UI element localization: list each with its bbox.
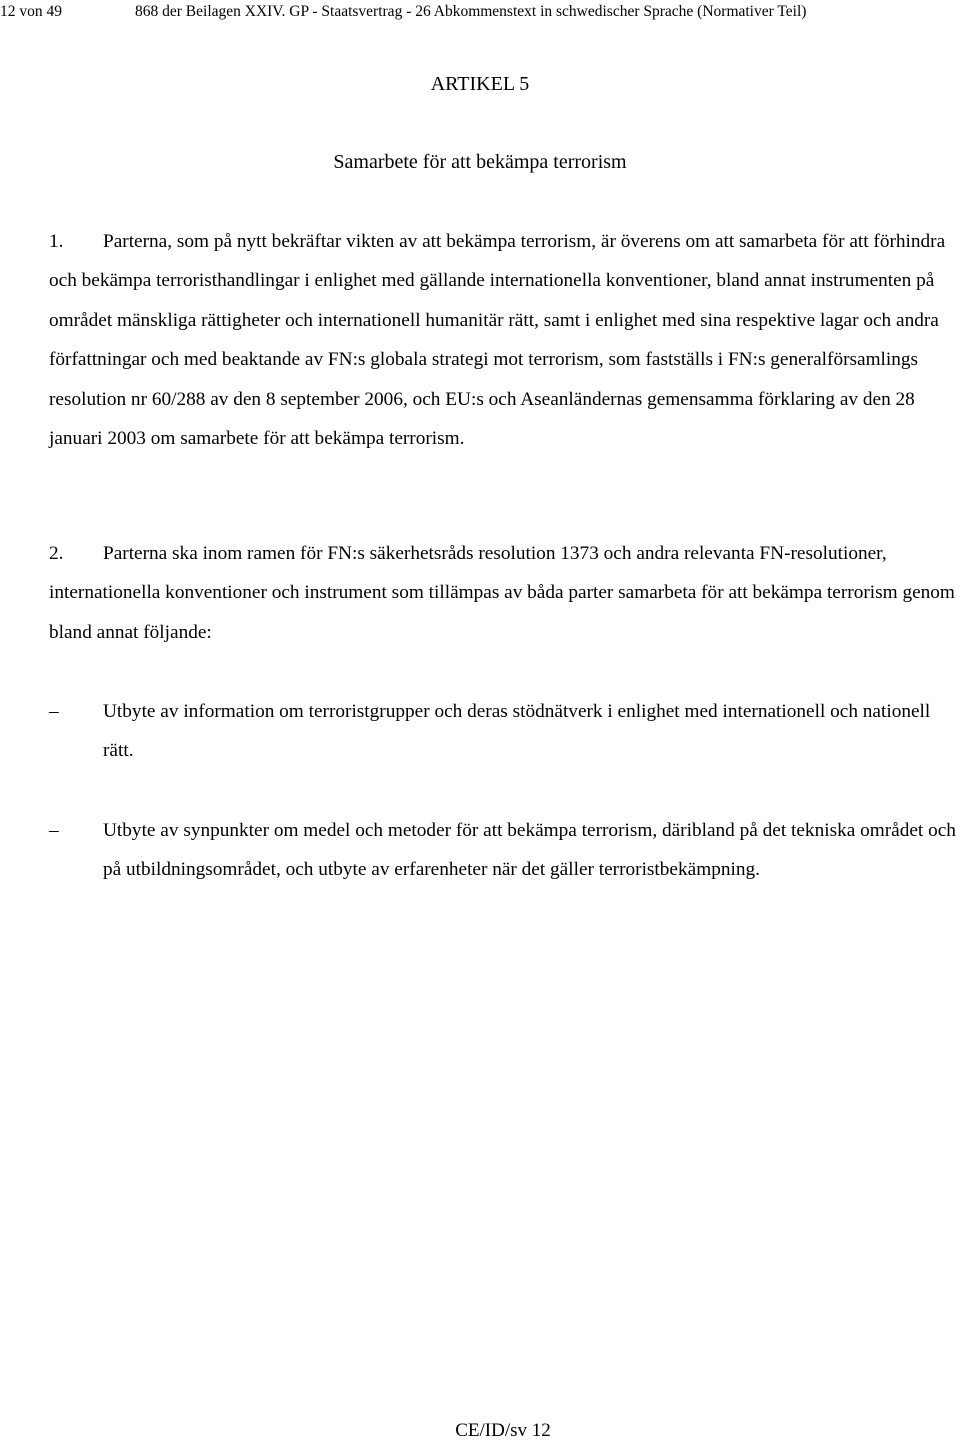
list-item-text: Utbyte av information om terroristgrupper och deras stödnätverk i enlighet med internationell och nationell rätt. <box>103 701 931 762</box>
paragraph-number: 1. <box>49 231 64 252</box>
paragraph-text: Parterna ska inom ramen för FN:s säkerhetsråds resolution 1373 och andra relevanta FN-resolutioner, internationella konventioner och instrument som tillämpas av båda parter samarbeta för att bekämpa terrorism genom bland annat följande: <box>49 543 955 643</box>
paragraph-text: Parterna, som på nytt bekräftar vikten av att bekämpa terrorism, är överens om att samarbeta för att förhindra och bekämpa terroristhandlingar i enlighet med gällande internationella konventioner, bland annat instrumenten på området mänskliga rättigheter och internationell humanitär rätt, samt i enlighet med sina respektive lagar och andra författningar och med beaktande av FN:s globala strategi mot terrorism, som fastställs i FN:s generalförsamlings resolution nr 60/288 av den 8 september 2006, och EU:s och Aseanländernas gemensamma förklaring av den 28 januari 2003 om samarbete för att bekämpa terrorism. <box>49 231 946 450</box>
list-item <box>49 811 960 890</box>
list-item-text: Utbyte av synpunkter om medel och metoder för att bekämpa terrorism, däribland på det tekniska området och på utbildningsområdet, och utbyte av erfarenheter när det gäller terroristbekämpning. <box>103 820 956 881</box>
dash-bullet: – <box>49 820 59 841</box>
article-subtitle: Samarbete för att bekämpa terrorism <box>333 151 627 173</box>
list-item <box>49 692 960 771</box>
paragraph-number: 2. <box>49 543 64 564</box>
header-document-title: 868 der Beilagen XXIV. GP - Staatsvertrag - 26 Abkommenstext in schwedischer Sprache (Normativer Teil) <box>135 3 807 20</box>
article-heading: ARTIKEL 5 <box>430 73 530 95</box>
paragraph-1 <box>49 222 960 458</box>
page-header <box>0 2 960 22</box>
paragraph-2 <box>49 534 960 652</box>
dash-bullet: – <box>49 701 59 722</box>
header-page-number: 12 von 49 <box>0 3 62 20</box>
page-footer-reference: CE/ID/sv 12 <box>455 1420 551 1441</box>
